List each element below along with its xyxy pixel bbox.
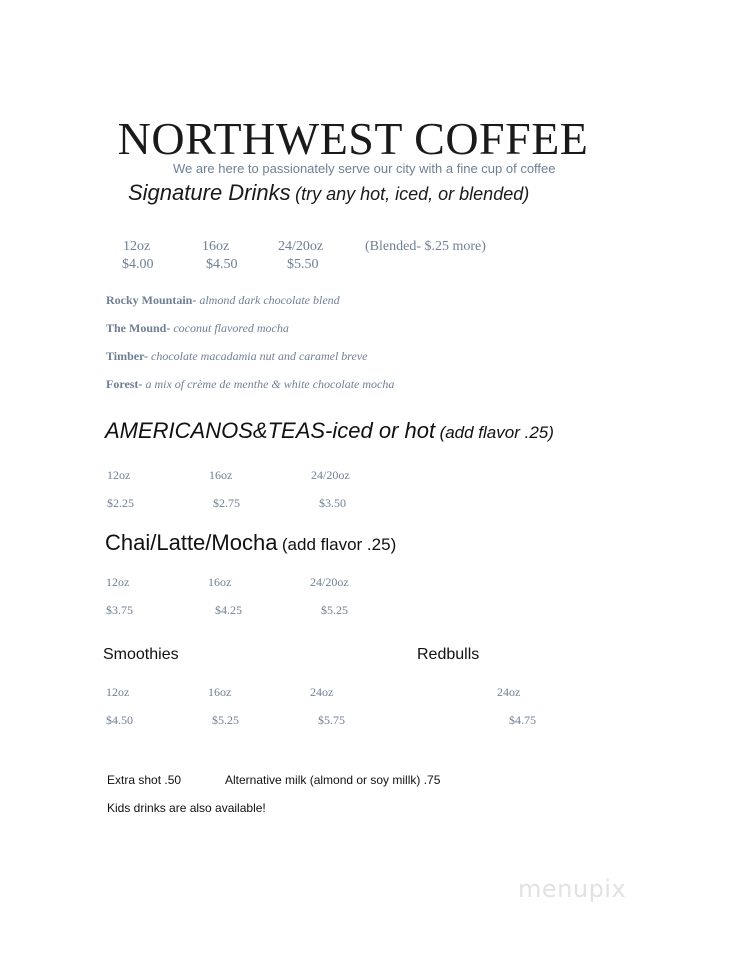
smoothies-price-16oz: $5.25 — [212, 713, 239, 727]
signature-price-16oz: $4.50 — [206, 257, 238, 272]
chai-heading-title: Chai/Latte/Mocha — [105, 530, 278, 555]
redbulls-size-24oz: 24oz — [497, 685, 521, 699]
americanos-price-16oz: $2.75 — [213, 496, 240, 510]
alt-milk-note: Alternative milk (almond or soy millk) .75 — [225, 773, 441, 787]
drink-name: The Mound- — [106, 321, 171, 335]
signature-drink-item — [106, 349, 368, 364]
chai-price-12oz: $3.75 — [106, 603, 133, 617]
extra-shot-note: Extra shot .50 — [107, 773, 182, 787]
drink-name: Rocky Mountain- — [106, 293, 197, 307]
chai-size-12oz: 12oz — [106, 575, 130, 589]
redbulls-heading: Redbulls — [417, 646, 480, 663]
smoothies-heading: Smoothies — [103, 646, 179, 663]
drink-name: Forest- — [106, 377, 143, 391]
smoothies-size-24oz: 24oz — [310, 685, 334, 699]
americanos-price-12oz: $2.25 — [107, 496, 134, 510]
chai-price-24-20oz: $5.25 — [321, 603, 348, 617]
americanos-price-24-20oz: $3.50 — [319, 496, 346, 510]
menupix-watermark: menupix — [518, 875, 627, 903]
signature-price-12oz: $4.00 — [122, 257, 154, 272]
signature-price-24-20oz: $5.50 — [287, 257, 319, 272]
tagline: We are here to passionately serve our city with a fine cup of coffee — [173, 161, 556, 176]
signature-heading-title: Signature Drinks — [128, 180, 291, 205]
blended-note: (Blended- $.25 more) — [365, 239, 486, 254]
smoothies-price-24oz: $5.75 — [318, 713, 345, 727]
smoothies-size-16oz: 16oz — [208, 685, 232, 699]
signature-drink-item — [106, 321, 289, 336]
drink-desc: chocolate macadamia nut and caramel breve — [151, 349, 368, 363]
americanos-heading — [105, 418, 554, 444]
chai-size-24-20oz: 24/20oz — [310, 575, 349, 589]
signature-heading — [128, 180, 529, 206]
signature-size-24-20oz: 24/20oz — [278, 239, 324, 254]
americanos-size-24-20oz: 24/20oz — [311, 468, 350, 482]
signature-drink-item — [106, 293, 340, 308]
drink-desc: coconut flavored mocha — [173, 321, 289, 335]
signature-drink-item — [106, 377, 394, 392]
smoothies-size-12oz: 12oz — [106, 685, 130, 699]
americanos-heading-note: (add flavor .25) — [439, 423, 554, 442]
signature-size-16oz: 16oz — [202, 239, 230, 254]
americanos-heading-title: AMERICANOS&TEAS-iced or hot — [105, 418, 436, 443]
kids-note: Kids drinks are also available! — [107, 801, 266, 815]
chai-heading-note: (add flavor .25) — [281, 535, 397, 554]
signature-size-12oz: 12oz — [123, 239, 151, 254]
smoothies-price-12oz: $4.50 — [106, 713, 133, 727]
americanos-size-16oz: 16oz — [209, 468, 233, 482]
chai-size-16oz: 16oz — [208, 575, 232, 589]
menu-title: NORTHWEST COFFEE — [117, 113, 589, 164]
signature-heading-note: (try any hot, iced, or blended) — [295, 184, 530, 204]
chai-price-16oz: $4.25 — [215, 603, 242, 617]
chai-heading — [105, 530, 396, 556]
americanos-size-12oz: 12oz — [107, 468, 131, 482]
redbulls-price-24oz: $4.75 — [509, 713, 536, 727]
drink-desc: almond dark chocolate blend — [199, 293, 340, 307]
drink-desc: a mix of crème de menthe & white chocolate mocha — [145, 377, 395, 391]
drink-name: Timber- — [106, 349, 148, 363]
